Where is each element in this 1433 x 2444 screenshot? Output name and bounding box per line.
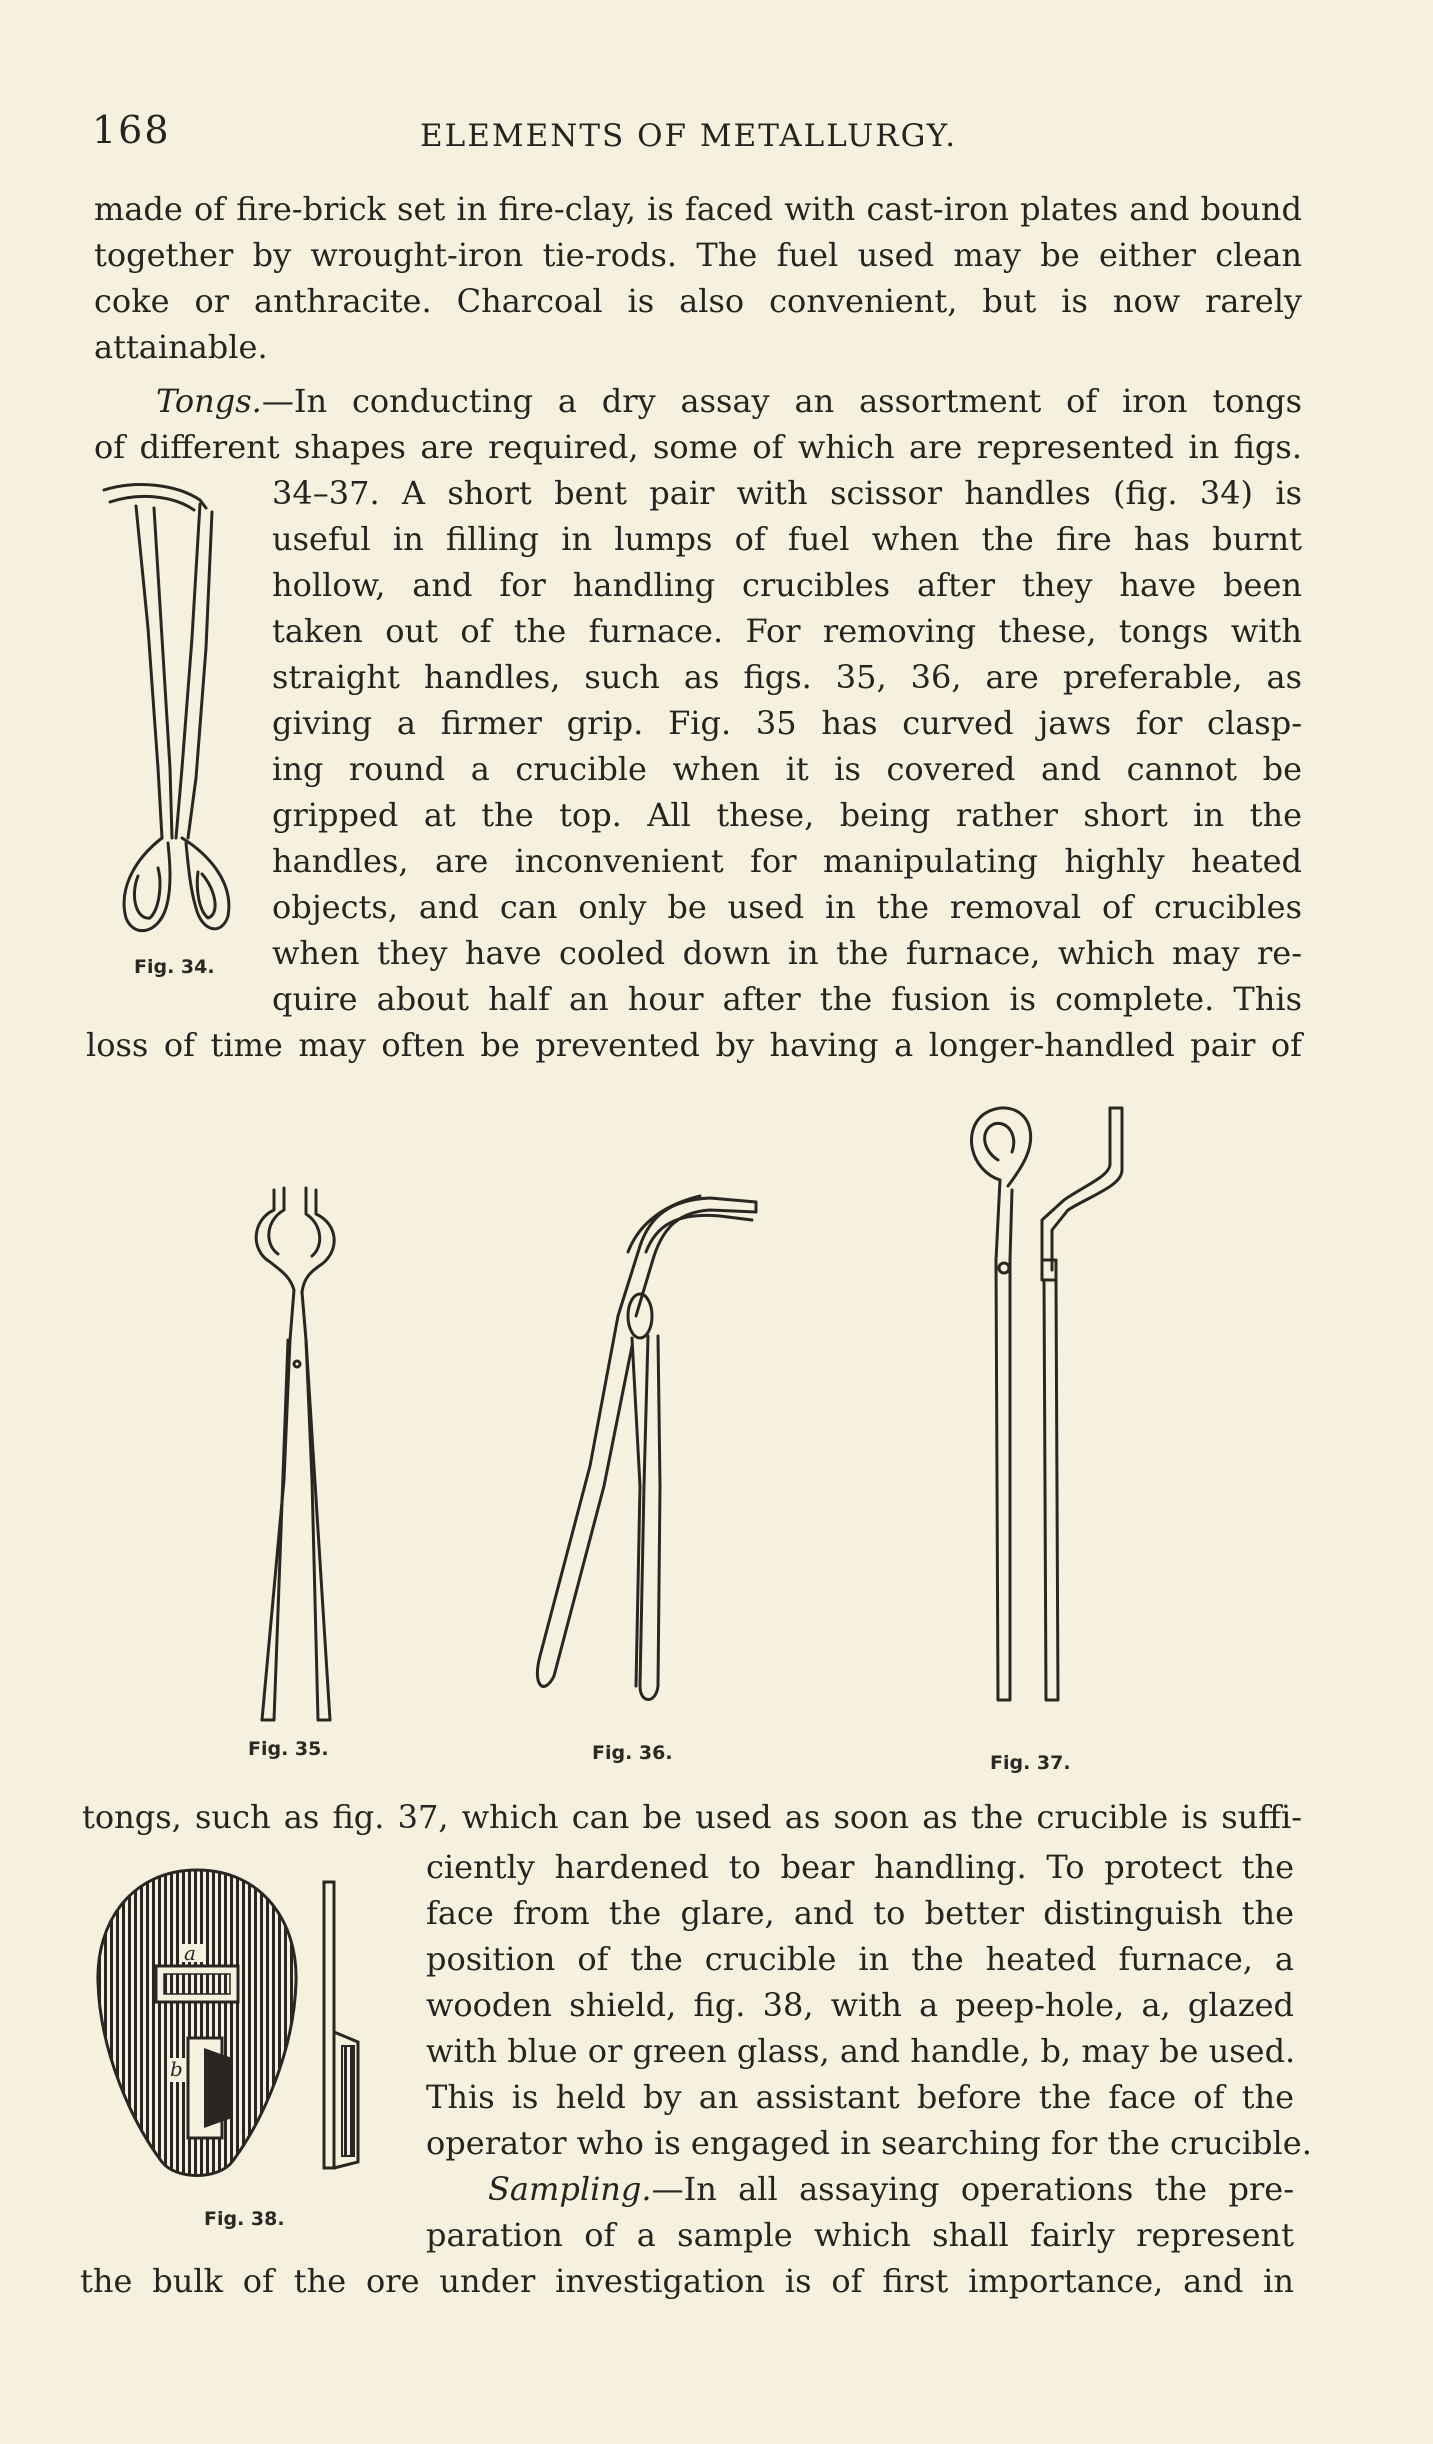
body-line: wooden shield, fig. 38, with a peep-hole, a, glazed [426, 1986, 1294, 2024]
body-line: objects, and can only be used in the removal of crucibles [272, 888, 1302, 926]
label-b: b [170, 2057, 183, 2081]
body-line: when they have cooled down in the furnace, which may re- [272, 934, 1302, 972]
body-line: quire about half an hour after the fusion is complete. This [272, 980, 1302, 1018]
figure-36-bent-tongs [520, 1186, 770, 1716]
body-line: straight handles, such as figs. 35, 36, are preferable, as [272, 658, 1302, 696]
body-line: gripped at the top. All these, being rather short in the [272, 796, 1302, 834]
caption-fig-38: Fig. 38. [204, 2208, 285, 2230]
figure-34-scissor-tongs [96, 478, 256, 958]
body-line: face from the glare, and to better distinguish the [426, 1894, 1294, 1932]
body-line: taken out of the furnace. For removing these, tongs with [272, 612, 1302, 650]
body-line: hollow, and for handling crucibles after they have been [272, 566, 1302, 604]
section-heading-sampling: Sampling. [488, 2170, 652, 2208]
body-text: —In conducting a dry assay an assortment of iron tongs [261, 382, 1302, 420]
running-title: ELEMENTS OF METALLURGY. [420, 118, 958, 154]
tongs-first-line [156, 378, 1302, 424]
page-number: 168 [92, 108, 171, 152]
body-line: 34–37. A short bent pair with scissor handles (fig. 34) is [272, 474, 1302, 512]
caption-fig-35: Fig. 35. [248, 1738, 329, 1760]
figure-37-long-handled-tongs [960, 1100, 1130, 1720]
label-a: a [184, 1941, 196, 1965]
body-line: loss of time may often be prevented by having a longer-handled pair of [86, 1026, 1302, 1064]
caption-fig-37: Fig. 37. [990, 1752, 1071, 1774]
caption-fig-34: Fig. 34. [134, 956, 215, 978]
page-header [80, 108, 1300, 158]
body-line: useful in filling in lumps of fuel when the fire has burnt [272, 520, 1302, 558]
body-line: with blue or green glass, and handle, b, may be used. [426, 2032, 1296, 2070]
body-line: coke or anthracite. Charcoal is also convenient, but is now rarely [94, 282, 1302, 320]
section-heading-tongs: Tongs. [156, 382, 262, 420]
sampling-first-line [488, 2166, 1294, 2212]
body-line: attainable. [94, 328, 268, 366]
body-line: operator who is engaged in searching for the crucible. [426, 2124, 1312, 2162]
figure-35-curved-jaw-tongs [240, 1180, 370, 1740]
body-text: —In all assaying operations the pre- [651, 2170, 1294, 2208]
body-line: tongs, such as fig. 37, which can be used as soon as the crucible is suffi- [82, 1798, 1302, 1836]
body-line: paration of a sample which shall fairly represent [426, 2216, 1294, 2254]
body-line: This is held by an assistant before the face of the [426, 2078, 1294, 2116]
body-line: handles, are inconvenient for manipulating highly heated [272, 842, 1302, 880]
body-line: ing round a crucible when it is covered and cannot be [272, 750, 1302, 788]
figure-38-wooden-shield [92, 1862, 392, 2202]
caption-fig-36: Fig. 36. [592, 1742, 673, 1764]
body-line: of different shapes are required, some of which are represented in figs. [94, 428, 1302, 466]
body-line: together by wrought-iron tie-rods. The fuel used may be either clean [94, 236, 1302, 274]
body-line: ciently hardened to bear handling. To protect the [426, 1848, 1294, 1886]
body-line: made of fire-brick set in fire-clay, is faced with cast-iron plates and bound [94, 190, 1302, 228]
body-line: giving a firmer grip. Fig. 35 has curved jaws for clasp- [272, 704, 1302, 742]
body-line: the bulk of the ore under investigation is of first importance, and in [80, 2262, 1294, 2300]
body-line: position of the crucible in the heated furnace, a [426, 1940, 1294, 1978]
